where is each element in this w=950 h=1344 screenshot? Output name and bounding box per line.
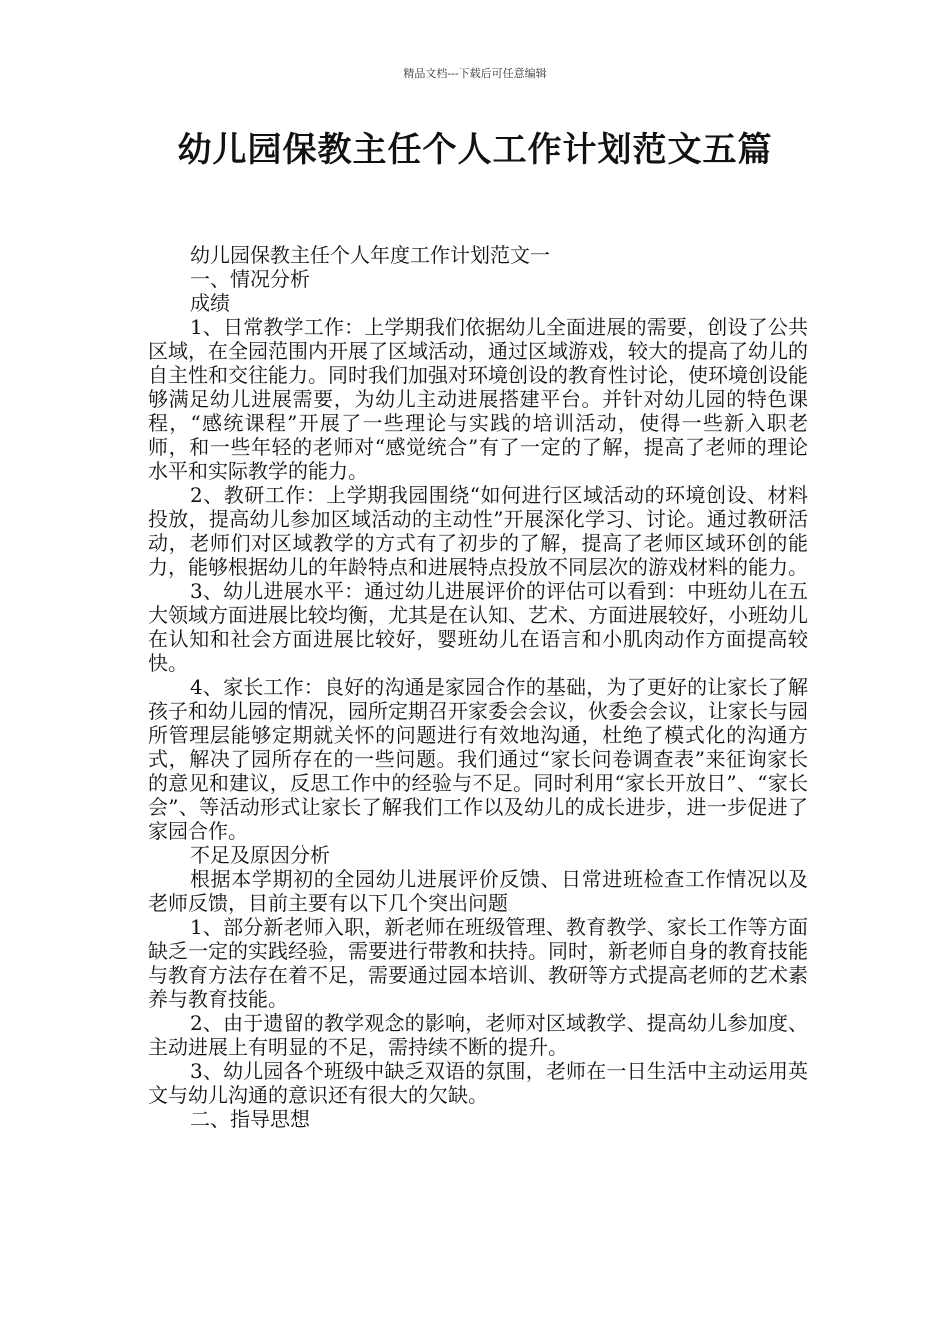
paragraph: 1、部分新老师入职，新老师在班级管理、教育教学、家长工作等方面缺乏一定的实践经验，需要进行带教和扶持。同时，新老师自身的教育技能与教育方法存在着不足，需要通过园本培训、教研等方式提高老师的艺术素养与教育技能。	[148, 915, 808, 1011]
paragraph: 4、家长工作：良好的沟通是家园合作的基础，为了更好的让家长了解孩子和幼儿园的情况，园所定期召开家委会会议，伙委会会议，让家长与园所管理层能够定期就关怀的问题进行有效地沟通，杜绝了模式化的沟通方式，解决了园所存在的一些问题。我们通过“家长问卷调查表”来征询家长的意见和建议，反思工作中的经验与不足。同时利用“家长开放日”、“家长会”、等活动形式让家长了解我们工作以及幼儿的成长进步，进一步促进了家园合作。	[148, 675, 808, 843]
section-heading: 幼儿园保教主任个人年度工作计划范文一	[190, 243, 550, 267]
section-heading: 成绩	[190, 291, 230, 315]
paragraph: 2、由于遗留的教学观念的影响，老师对区域教学、提高幼儿参加度、主动进展上有明显的不足，需持续不断的提升。	[148, 1011, 808, 1059]
paragraph: 1、日常教学工作：上学期我们依据幼儿全面进展的需要，创设了公共区域，在全园范围内开展了区域活动，通过区域游戏，较大的提高了幼儿的自主性和交往能力。同时我们加强对环境创设的教育性讨论，使环境创设能够满足幼儿进展需要，为幼儿主动进展搭建平台。并针对幼儿园的特色课程，“感统课程”开展了一些理论与实践的培训活动，使得一些新入职老师，和一些年轻的老师对“感觉统合”有了一定的了解，提高了老师的理论水平和实际教学的能力。	[148, 315, 808, 483]
paragraph: 3、幼儿园各个班级中缺乏双语的氛围，老师在一日生活中主动运用英文与幼儿沟通的意识还有很大的欠缺。	[148, 1059, 808, 1107]
paragraph: 3、幼儿进展水平：通过幼儿进展评价的评估可以看到：中班幼儿在五大领域方面进展比较均衡，尤其是在认知、艺术、方面进展较好，小班幼儿在认知和社会方面进展比较好，婴班幼儿在语言和小肌肉动作方面提高较快。	[148, 579, 808, 675]
paragraph: 根据本学期初的全园幼儿进展评价反馈、日常进班检查工作情况以及老师反馈，目前主要有以下几个突出问题	[148, 867, 808, 915]
paragraph: 2、教研工作：上学期我园围绕“如何进行区域活动的环境创设、材料投放，提高幼儿参加区域活动的主动性”开展深化学习、讨论。通过教研活动，老师们对区域教学的方式有了初步的了解，提高了老师区域环创的能力，能够根据幼儿的年龄特点和进展特点投放不同层次的游戏材料的能力。	[148, 483, 808, 579]
document-title: 幼儿园保教主任个人工作计划范文五篇	[177, 130, 773, 170]
section-heading: 二、指导思想	[190, 1107, 310, 1131]
section-heading: 不足及原因分析	[190, 843, 330, 867]
header-note: 精品文档---下载后可任意编辑	[403, 67, 547, 80]
section-heading: 一、情况分析	[190, 267, 310, 291]
document-body	[148, 243, 808, 1131]
